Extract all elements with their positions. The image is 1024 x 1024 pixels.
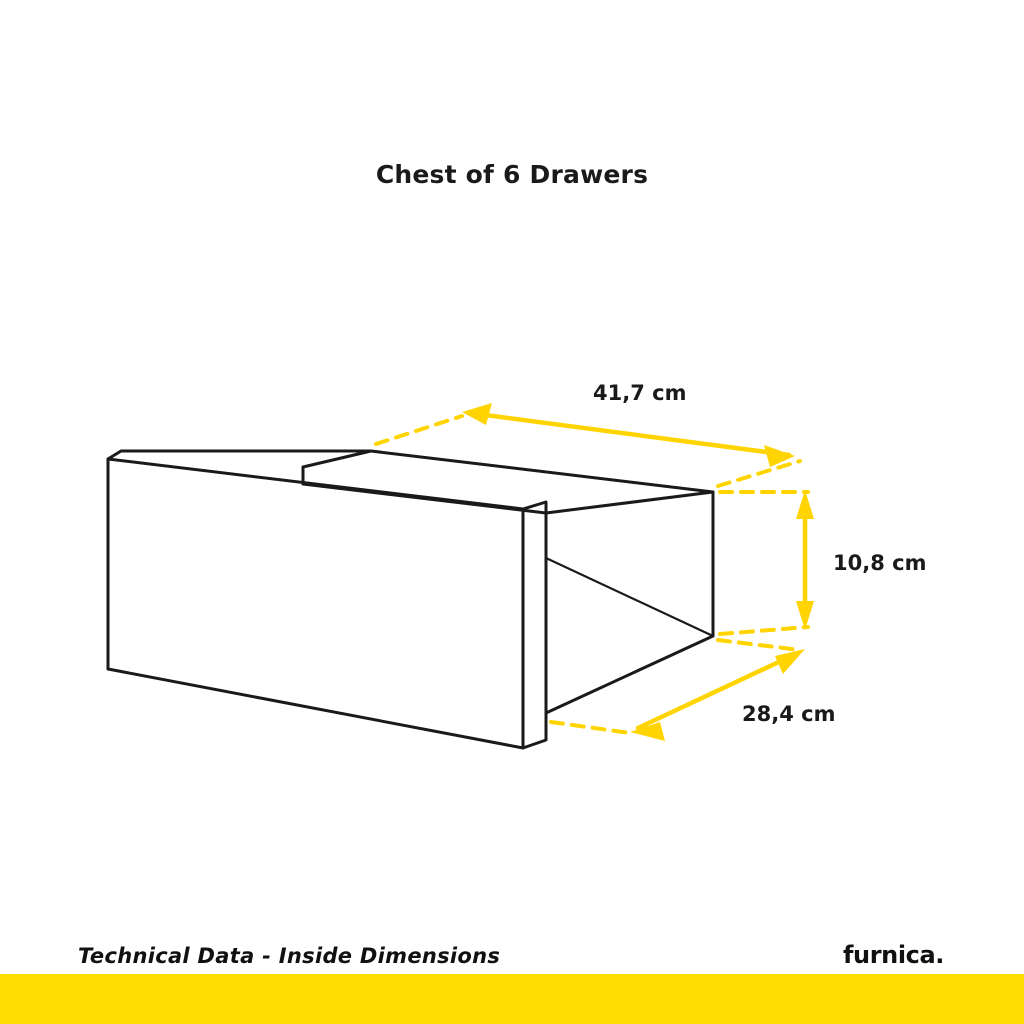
drawer-illustration bbox=[108, 451, 713, 748]
footer-caption: Technical Data - Inside Dimensions bbox=[78, 944, 501, 968]
height-label: 10,8 cm bbox=[833, 551, 927, 575]
width-dimension bbox=[376, 403, 800, 486]
brand-logo: furnica. bbox=[842, 941, 944, 969]
page-title: Chest of 6 Drawers bbox=[375, 160, 649, 189]
depth-label: 28,4 cm bbox=[742, 702, 836, 726]
height-dimension bbox=[720, 490, 814, 634]
footer-accent-bar bbox=[0, 974, 1024, 1024]
width-label: 41,7 cm bbox=[593, 381, 687, 405]
